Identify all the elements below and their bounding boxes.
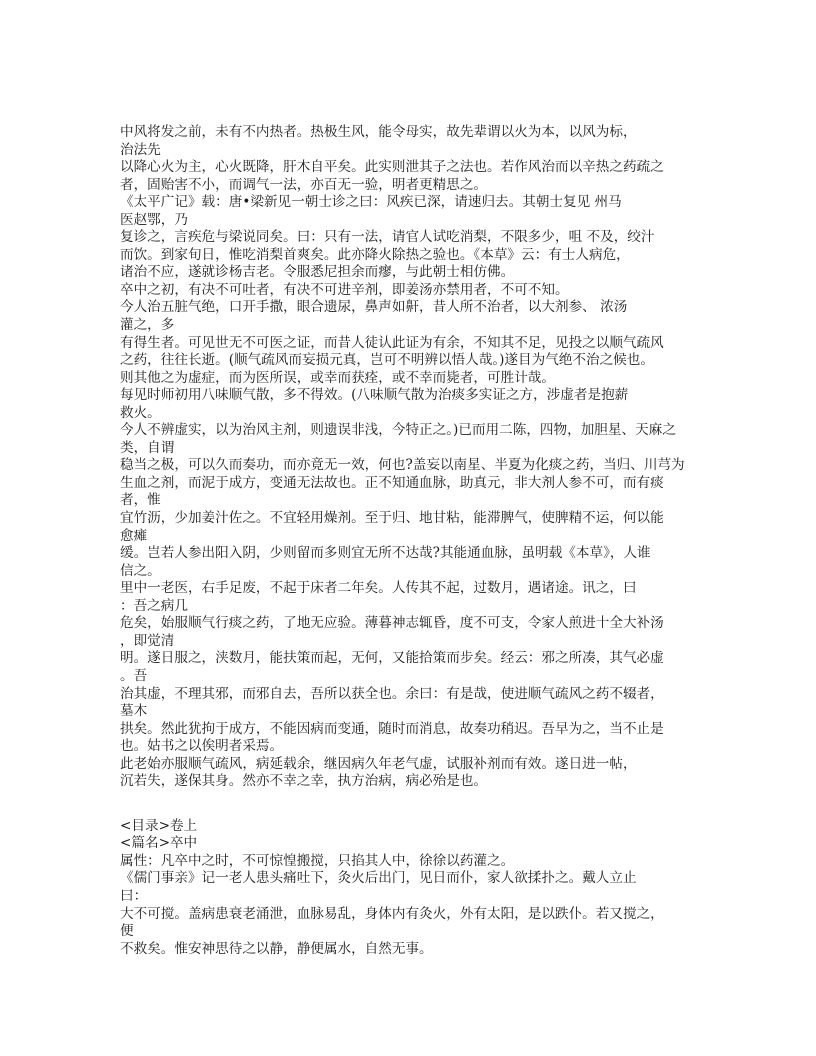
text-line: 今人治五脏气绝，口开手撒，眼合遗尿，鼻声如鼾，昔人所不治者，以大剂参、 浓汤 — [120, 299, 628, 316]
text-line: 稳当之极，可以久而奏功，而亦竟无一效，何也?盖妄以南星、半夏为化痰之药，当归、川芎为 — [120, 457, 685, 474]
text-line: 者，固贻害不小，而调气一法，亦百无一验，明者更精思之。 — [120, 176, 488, 193]
text-line: 今人不辨虚实，以为治风主剂，则遗误非浅，今特正之。)已而用二陈，四物，加胆星、天麻之 — [120, 422, 676, 439]
text-line: 生血之剂，而泥于成方，变通无法故也。正不知通血脉，助真元，非大剂人参不可，而有痰 — [120, 474, 664, 491]
text-line: 灌之，多 — [120, 317, 175, 334]
text-line: ：吾之病几 — [120, 597, 188, 614]
text-line: 此老始亦服顺气疏风，病延载余，继因病久年老气虚，试服补剂而有效。遂日进一帖， — [120, 755, 637, 772]
text-line: 类，自谓 — [120, 439, 175, 456]
text-line: 诸治不应，遂就诊杨吉老。令服悉尼担余而瘳，与此朝士相仿佛。 — [120, 264, 515, 281]
text-line: 拱矣。然此犹拘于成方，不能因病而变通，随时而消息，故奏功稍迟。吾早为之，当不止是 — [120, 720, 664, 737]
text-line: <篇名>卒中 — [120, 835, 198, 852]
text-line: 者，惟 — [120, 492, 161, 509]
text-line: 有得生者。可见世无不可医之证，而昔人徒认此证为有余，不知其不足，见投之以顺气疏风 — [120, 334, 664, 351]
text-line: 治其虚，不理其邪，而邪自去，吾所以获全也。余曰：有是哉，使进顺气疏风之药不辍者， — [120, 685, 664, 702]
text-line: 墓木 — [120, 703, 148, 720]
text-line: 也。姑书之以俟明者采焉。 — [120, 738, 284, 755]
text-line: 《太平广记》载：唐•梁新见一朝士诊之曰：风疾已深，请速归去。其朝士复见 州马 — [120, 194, 622, 211]
text-line: 危矣，始服顺气行痰之药，了地无应验。薄暮神志辄昏，度不可支，令家人煎进十全大补汤 — [120, 615, 664, 632]
text-line: 里中一老医，右手足废，不起于床者二年矣。人传其不起，过数月，遇诸途。讯之，曰 — [120, 580, 637, 597]
text-line: 沉若失，遂保其身。然亦不幸之幸，执方治病，病必殆是也。 — [120, 773, 488, 790]
text-line: 宜竹沥，少加姜汁佐之。不宜轻用燥剂。至于归、地甘粘，能滞脾气，使脾精不运，何以能 — [120, 510, 664, 527]
text-line: 愈瘫 — [120, 527, 148, 544]
text-line: 信之。 — [120, 562, 161, 579]
text-line: 救火。 — [120, 404, 161, 421]
text-line: 不救矣。惟安神思待之以静，静便属水，自然无事。 — [120, 940, 433, 957]
text-line: 而饮。到家旬日，惟吃消梨首爽矣。此亦降火除热之验也。《本草》云：有士人病危， — [120, 246, 630, 263]
text-line: 曰： — [120, 887, 148, 904]
text-line: 属性：凡卒中之时，不可惊惶搬搅，只掐其人中，徐徐以药灌之。 — [120, 852, 515, 869]
text-line: 。吾 — [120, 667, 148, 684]
section-gap — [120, 791, 690, 818]
text-line: 每见时师初用八味顺气散，多不得效。(八味顺气散为治痰多实证之方，涉虚者是抱薪 — [120, 387, 629, 404]
text-line: 缓。岂若人参出阳入阴，少则留而多则宜无所不达哉?其能通血脉，虽明载《本草》，人谁 — [120, 545, 651, 562]
text-block-chapter — [120, 818, 690, 958]
text-line: 之药，往往长逝。(顺气疏风而妄损元真，岂可不明辨以悟人哉。)遂目为气绝不治之候也。 — [120, 352, 654, 369]
text-line: ，即觉清 — [120, 632, 175, 649]
text-line: 以降心火为主，心火既降，肝木自平矣。此实则泄其子之法也。若作风治而以辛热之药疏之 — [120, 159, 664, 176]
text-line: 则其他之为虚症，而为医所误，或幸而获痊，或不幸而毙者，可胜计哉。 — [120, 369, 555, 386]
text-line: 中风将发之前，未有不内热者。热极生风，能令母实，故先辈谓以火为本，以风为标， — [120, 124, 637, 140]
text-line: 医赵鄂，乃 — [120, 211, 188, 228]
text-line: 卒中之初，有决不可吐者，有决不可进辛剂，即姜汤亦禁用者，不可不知。 — [120, 281, 569, 298]
document-page — [120, 124, 690, 958]
text-line: 便 — [120, 923, 134, 940]
text-line: 明。遂日服之，浃数月，能扶策而起，无何，又能拾策而步矣。经云：邪之所凑，其气必虚 — [120, 650, 664, 667]
text-block-main — [120, 124, 690, 791]
text-line: <目录>卷上 — [120, 817, 198, 834]
text-line: 复诊之，言疾危与梁说同矣。曰：只有一法，请官人试吃消梨，不限多少，咀 不及，绞汁 — [120, 229, 655, 246]
text-line: 《儒门事亲》记一老人患头痛吐下，灸火后出门，见日而仆，家人欲揉扑之。戴人立止 — [120, 870, 637, 887]
text-line: 大不可搅。盖病患衰老涌泄，血脉易乱，身体内有灸火，外有太阳，是以跌仆。若又搅之， — [120, 905, 664, 922]
text-line: 治法先 — [120, 141, 161, 158]
